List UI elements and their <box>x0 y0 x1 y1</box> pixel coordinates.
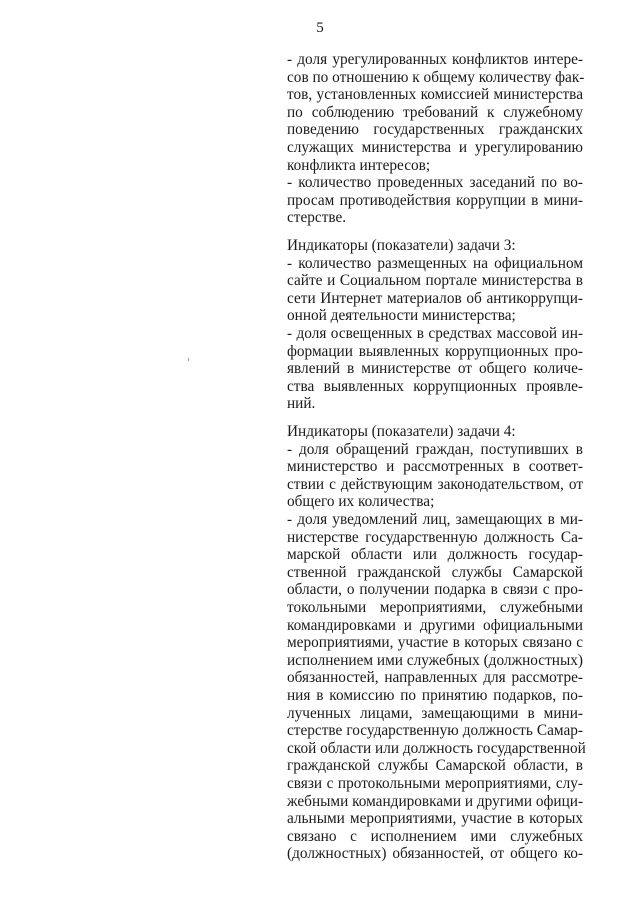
text-line: онной деятельности министерства; <box>287 307 516 324</box>
text-line: (должностных) обязанностей, от общего ко- <box>287 845 583 862</box>
text-line: сети Интернет материалов об антикоррупци- <box>287 290 583 307</box>
text-line: гражданской службы Самарской области, в <box>287 757 583 774</box>
text-line: сайте и Социальном портале министерства в <box>287 272 583 289</box>
text-line: жебными командировками и другими офици- <box>287 793 584 810</box>
scan-speck <box>188 358 189 361</box>
text-line: - количество проведенных заседаний по во- <box>287 174 583 191</box>
text-line: министерство и рассмотренных в соответ- <box>287 458 583 475</box>
text-line: марской области или должность государ- <box>287 546 583 563</box>
text-line: стерстве. <box>287 209 347 226</box>
text-line: - доля уведомлений лиц, замещающих в ми- <box>287 511 583 528</box>
text-line: альными мероприятиями, участие в которых <box>287 810 583 827</box>
text-line: - доля освещенных в средствах массовой ин- <box>287 325 583 342</box>
text-line: ской области или должность государственной <box>287 740 586 757</box>
text-line: формации выявленных коррупционных про- <box>287 343 583 360</box>
text-line: ства выявленных коррупционных проявле- <box>287 378 583 395</box>
text-line: ния в комиссию по принятию подарков, по- <box>287 687 583 704</box>
text-line: Индикаторы (показатели) задачи 3: <box>287 237 516 254</box>
text-line: служащих министерства и урегулированию <box>287 139 583 156</box>
text-line: командировками и другими официальными <box>287 617 583 634</box>
text-line: связи с протокольными мероприятиями, слу- <box>287 775 583 792</box>
text-line: - доля обращений граждан, поступивших в <box>287 441 583 458</box>
text-line: ствии с действующим законодательством, от <box>287 476 583 493</box>
text-line: конфликта интересов; <box>287 157 431 174</box>
text-line: сов по отношению к общему количеству фак- <box>287 69 585 86</box>
text-line: - количество размещенных на официальном <box>287 255 583 272</box>
text-line: общего их количества; <box>287 493 435 510</box>
text-line: токольными мероприятиями, служебными <box>287 599 583 616</box>
text-line: просам противодействия коррупции в мини- <box>287 192 583 209</box>
text-line: Индикаторы (показатели) задачи 4: <box>287 423 516 440</box>
text-line: связано с исполнением ими служебных <box>287 828 583 845</box>
text-line: области, о получении подарка в связи с про- <box>287 581 583 598</box>
text-line: исполнением ими служебных (должностных) <box>287 652 583 669</box>
text-line: нистерстве государственную должность Са- <box>287 529 583 546</box>
text-line: - доля урегулированных конфликтов интере- <box>287 51 583 68</box>
text-line: поведению государственных гражданских <box>287 121 583 138</box>
text-line: лученных лицами, замещающими в мини- <box>287 705 583 722</box>
text-line: ственной гражданской службы Самарской <box>287 564 583 581</box>
text-line: ний. <box>287 395 316 412</box>
text-line: мероприятиями, участие в которых связано с <box>287 634 583 651</box>
text-line: по соблюдению требований к служебному <box>287 104 583 121</box>
page-number: 5 <box>316 20 324 36</box>
text-line: тов, установленных комиссией министерства <box>287 86 583 103</box>
text-line: стерстве государственную должность Самар- <box>287 722 583 739</box>
text-line: явлений в министерстве от общего количе- <box>287 360 583 377</box>
text-line: обязанностей, направленных для рассмотре- <box>287 669 583 686</box>
